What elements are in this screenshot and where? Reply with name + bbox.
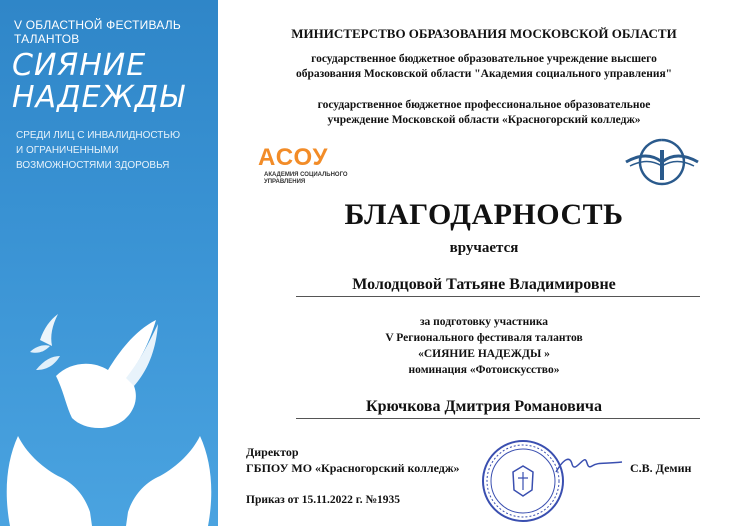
academy-name-line2: образования Московской области "Академия социального управления" xyxy=(295,68,673,80)
director-name: С.В. Демин xyxy=(630,461,692,475)
college-name xyxy=(218,98,750,128)
asou-caption-line1: АКАДЕМИЯ СОЦИАЛЬНОГО xyxy=(264,172,348,178)
asou-logo xyxy=(258,144,348,186)
academy-name-line1: государственное бюджетное образовательное учреждение высшего xyxy=(311,53,657,65)
academy-name xyxy=(218,52,750,82)
asou-logo-mark: АСОУ xyxy=(258,144,329,171)
festival-subtitle-line1: СРЕДИ ЛИЦ С ИНВАЛИДНОСТЬЮ xyxy=(16,130,181,141)
director-line2: ГБПОУ МО «Красногорский колледж» xyxy=(246,461,460,475)
ministry-heading: МИНИСТЕРСТВО ОБРАЗОВАНИЯ МОСКОВСКОЙ ОБЛАСТИ xyxy=(291,26,677,41)
director-title xyxy=(246,444,460,476)
participant-underline xyxy=(296,418,700,419)
recipient-underline xyxy=(296,296,700,297)
certificate-title: БЛАГОДАРНОСТЬ xyxy=(344,198,624,231)
festival-title-line2: НАДЕЖДЫ xyxy=(12,80,185,115)
certificate-reason xyxy=(218,314,750,378)
festival-subtitle xyxy=(16,128,216,173)
festival-top-label: V ОБЛАСТНОЙ ФЕСТИВАЛЬ ТАЛАНТОВ xyxy=(14,18,181,46)
asou-logo-caption xyxy=(264,172,348,186)
olive-leaf-icon xyxy=(40,314,58,346)
order-reference: Приказ от 15.11.2022 г. №1935 xyxy=(246,494,401,506)
festival-subtitle-line2: И ОГРАНИЧЕННЫМИ ВОЗМОЖНОСТЯМИ ЗДОРОВЬЯ xyxy=(16,145,170,171)
asou-caption-line2: УПРАВЛЕНИЯ xyxy=(264,179,306,185)
right-hand-icon xyxy=(126,436,211,526)
festival-side-panel xyxy=(0,0,218,526)
left-hand-icon xyxy=(7,436,92,526)
college-name-line2: учреждение Московской области «Красногорский колледж» xyxy=(327,114,641,126)
director-line1: Директор xyxy=(246,445,299,459)
olive-leaf-icon xyxy=(36,356,60,370)
dove-hands-illustration xyxy=(0,280,218,526)
signature-icon xyxy=(554,450,624,480)
festival-title xyxy=(12,50,185,114)
reason-line3: «СИЯНИЕ НАДЕЖДЫ » xyxy=(418,348,550,360)
reason-line1: за подготовку участника xyxy=(419,316,549,328)
college-logo-icon xyxy=(622,136,702,188)
reason-line2: V Регионального фестиваля талантов xyxy=(385,332,583,344)
participant-name: Крючкова Дмитрия Романовича xyxy=(366,398,602,415)
recipient-name: Молодцовой Татьяне Владимировне xyxy=(352,276,616,293)
festival-title-line1: СИЯНИЕ xyxy=(12,48,147,83)
certificate-given-label: вручается xyxy=(449,240,519,256)
certificate-body xyxy=(218,0,750,526)
college-name-line1: государственное бюджетное профессиональное образовательное xyxy=(317,99,651,111)
olive-leaf-icon xyxy=(30,345,50,353)
reason-line4: номинация «Фотоискусство» xyxy=(408,364,560,376)
